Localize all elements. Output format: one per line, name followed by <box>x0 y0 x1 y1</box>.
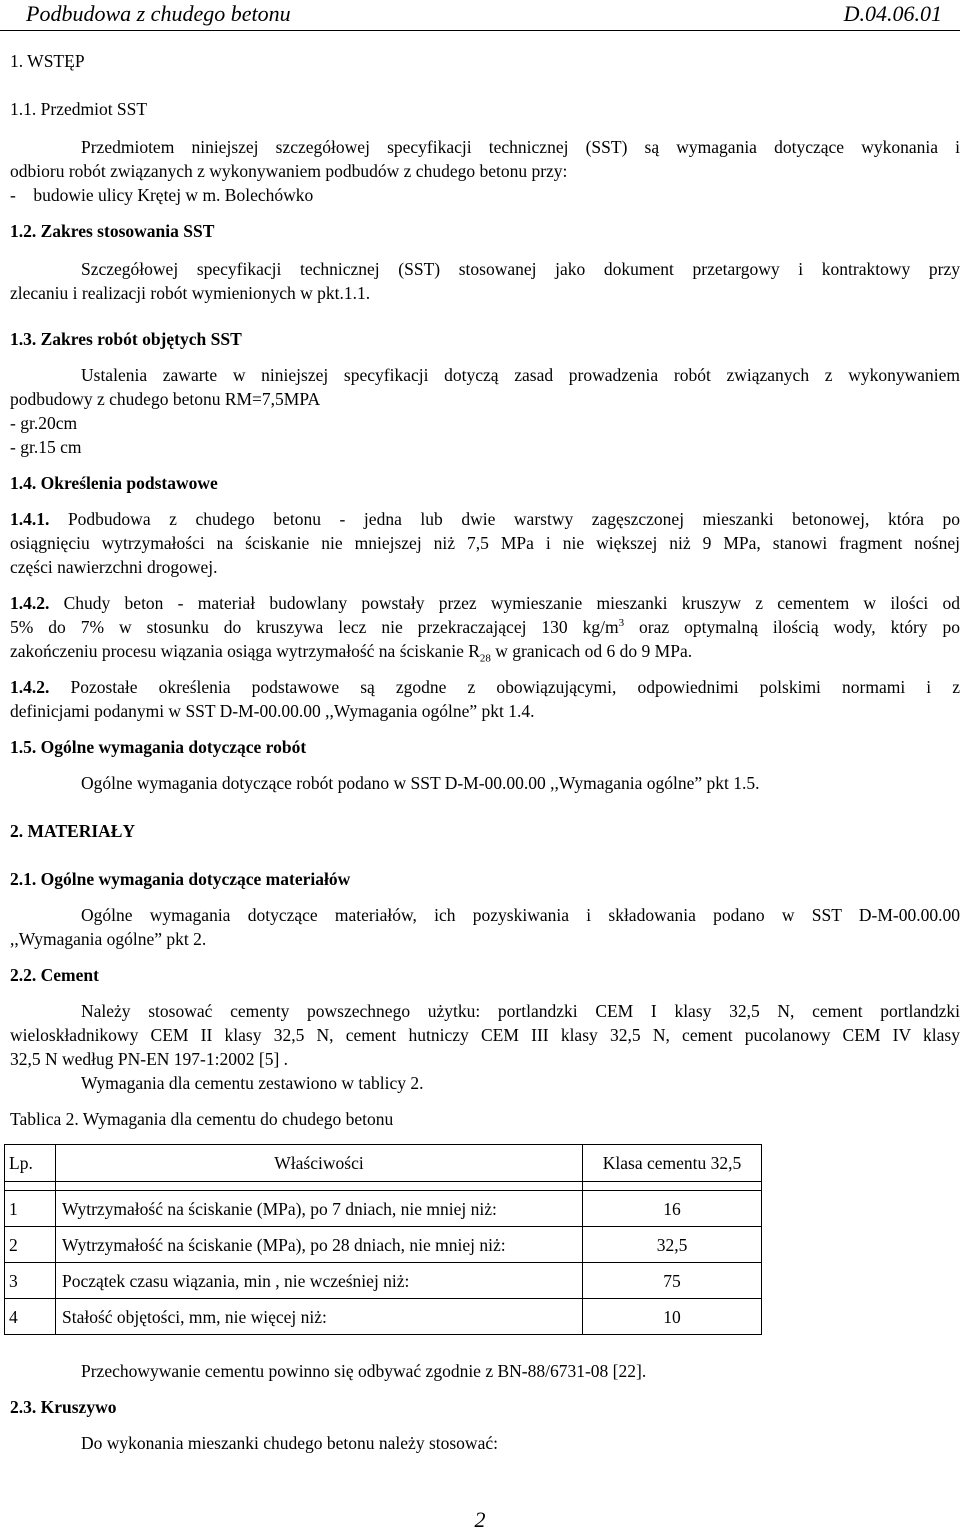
spacer-cell <box>56 1182 583 1191</box>
text-line <box>10 507 960 531</box>
definition-number: 1.4.2. <box>10 677 50 697</box>
text-line: Należy stosować cementy powszechnego użytku: portlandzki CEM I klasy 32,5 N, cement portlandzki <box>81 1001 960 1021</box>
table-cell: 1 <box>5 1191 56 1227</box>
section-1-2-paragraph <box>10 257 960 305</box>
text-line: 32,5 N według PN-EN 197-1:2002 [5] . <box>10 1049 289 1069</box>
table-cell: 3 <box>5 1263 56 1299</box>
table-row <box>5 1299 762 1335</box>
section-2-2-paragraph <box>10 999 960 1071</box>
table-cell: 32,5 <box>583 1227 762 1263</box>
text-segment: Pozostałe określenia podstawowe są zgodne z obowiązującymi, odpowiednimi polskimi normami i z <box>70 677 960 697</box>
header-code: D.04.06.01 <box>843 1 942 26</box>
section-1-3-heading: 1.3. Zakres robót objętych SST <box>10 329 242 349</box>
definition-number: 1.4.2. <box>10 593 50 613</box>
section-1-2-heading: 1.2. Zakres stosowania SST <box>10 221 215 241</box>
section-1-5-paragraph: Ogólne wymagania dotyczące robót podano w SST D-M-00.00.00 ,,Wymagania ogólne” pkt 1.5. <box>81 773 760 793</box>
table-header-row <box>5 1145 762 1182</box>
text-line: zlecaniu i realizacji robót wymienionych w pkt.1.1. <box>10 283 371 303</box>
text-line <box>10 615 960 639</box>
table-caption: Tablica 2. Wymagania dla cementu do chudego betonu <box>10 1109 394 1129</box>
table-cell: 10 <box>583 1299 762 1335</box>
definition-number: 1.4.1. <box>10 509 50 529</box>
table-cell: 16 <box>583 1191 762 1227</box>
superscript: 3 <box>618 617 625 630</box>
table-row <box>5 1227 762 1263</box>
spacer-cell <box>5 1182 56 1191</box>
definition-1-4-2 <box>10 591 960 663</box>
table-cell: 4 <box>5 1299 56 1335</box>
text-line: Ogólne wymagania dotyczące materiałów, ich pozyskiwania i składowania podano w SST D-M-00.00.00 <box>81 905 960 925</box>
text-line: Ustalenia zawarte w niniejszej specyfikacji dotyczą zasad prowadzenia robót związanych z wykonywaniem <box>81 365 960 385</box>
section-1-3-paragraph <box>10 363 960 411</box>
text-segment: 5% do 7% w stosunku do kruszywa lecz nie przekraczającej 130 kg/m <box>10 617 619 637</box>
storage-note: Przechowywanie cementu powinno się odbywać zgodnie z BN-88/6731-08 [22]. <box>81 1361 647 1381</box>
table-cell: 2 <box>5 1227 56 1263</box>
section-1-4-heading: 1.4. Określenia podstawowe <box>10 473 218 493</box>
table-row <box>5 1263 762 1299</box>
section-1-5-heading: 1.5. Ogólne wymagania dotyczące robót <box>10 737 307 757</box>
section-1-heading: 1. WSTĘP <box>10 51 85 71</box>
page-number: 2 <box>474 1507 486 1532</box>
text-segment: zakończeniu procesu wiązania osiąga wytrzymałość na ściskanie R <box>10 641 480 661</box>
column-header: Klasa cementu 32,5 <box>583 1145 762 1182</box>
table-cell: Wytrzymałość na ściskanie (MPa), po 7 dniach, nie mniej niż: <box>56 1191 583 1227</box>
text-line <box>10 591 960 615</box>
text-line: definicjami podanymi w SST D-M-00.00.00 ,,Wymagania ogólne” pkt 1.4. <box>10 701 535 721</box>
table-cell: Stałość objętości, mm, nie więcej niż: <box>56 1299 583 1335</box>
text-line: Przedmiotem niniejszej szczegółowej specyfikacji technicznej (SST) są wymagania dotyczące wykonania i <box>81 137 960 157</box>
text-line: podbudowy z chudego betonu RM=7,5MPA <box>10 389 321 409</box>
header-title: Podbudowa z chudego betonu <box>26 1 291 26</box>
text-segment: oraz optymalną ilością wody, który po <box>624 617 960 637</box>
section-1-1-paragraph <box>10 135 960 183</box>
page-header <box>0 0 960 31</box>
section-1-1-heading: 1.1. Przedmiot SST <box>10 99 148 119</box>
text-segment: w granicach od 6 do 9 MPa. <box>490 641 693 661</box>
table-cell: Początek czasu wiązania, min , nie wcześniej niż: <box>56 1263 583 1299</box>
section-2-heading: 2. MATERIAŁY <box>10 821 136 841</box>
section-2-3-paragraph: Do wykonania mieszanki chudego betonu należy stosować: <box>81 1433 498 1453</box>
section-2-1-paragraph <box>10 903 960 951</box>
text-line <box>10 639 960 663</box>
text-segment: Chudy beton - materiał budowlany powstały przez wymieszanie mieszanki kruszyw z cementem w ilości od <box>63 593 960 613</box>
table-cell: Wytrzymałość na ściskanie (MPa), po 28 dniach, nie mniej niż: <box>56 1227 583 1263</box>
column-header: Lp. <box>5 1145 56 1182</box>
cement-requirements-table <box>4 1144 762 1335</box>
text-line: osiągnięciu wytrzymałości na ściskanie nie mniejszej niż 7,5 MPa i nie większej niż 9 MPa, stanowi fragment nośnej <box>10 533 960 553</box>
table-row <box>5 1191 762 1227</box>
section-2-1-heading: 2.1. Ogólne wymagania dotyczące materiałów <box>10 869 351 889</box>
column-header: Właściwości <box>56 1145 583 1182</box>
section-2-3-heading: 2.3. Kruszywo <box>10 1397 117 1417</box>
text-segment: Podbudowa z chudego betonu - jedna lub dwie warstwy zagęszczonej mieszanki betonowej, która po <box>67 509 960 529</box>
text-line: części nawierzchni drogowej. <box>10 557 218 577</box>
definition-1-4-1 <box>10 507 960 579</box>
section-2-2-heading: 2.2. Cement <box>10 965 99 985</box>
thickness-item: - gr.15 cm <box>10 437 82 457</box>
spacer-cell <box>583 1182 762 1191</box>
section-1-1-list-item: - budowie ulicy Krętej w m. Bolechówko <box>10 185 314 205</box>
subscript: 28 <box>479 652 491 665</box>
text-line: odbioru robót związanych z wykonywaniem podbudów z chudego betonu przy: <box>10 161 568 181</box>
definition-1-4-2-other <box>10 675 960 723</box>
table-spacer <box>5 1182 762 1191</box>
text-line: wieloskładnikowy CEM II klasy 32,5 N, cement hutniczy CEM III klasy 32,5 N, cement pucolanowy CEM IV klasy <box>10 1025 960 1045</box>
thickness-item: - gr.20cm <box>10 413 78 433</box>
text-line: ,,Wymagania ogólne” pkt 2. <box>10 929 207 949</box>
table-cell: 75 <box>583 1263 762 1299</box>
text-line: Szczegółowej specyfikacji technicznej (SST) stosowanej jako dokument przetargowy i kontraktowy przy <box>81 259 960 279</box>
table-reference: Wymagania dla cementu zestawiono w tablicy 2. <box>81 1073 424 1093</box>
text-line <box>10 675 960 699</box>
